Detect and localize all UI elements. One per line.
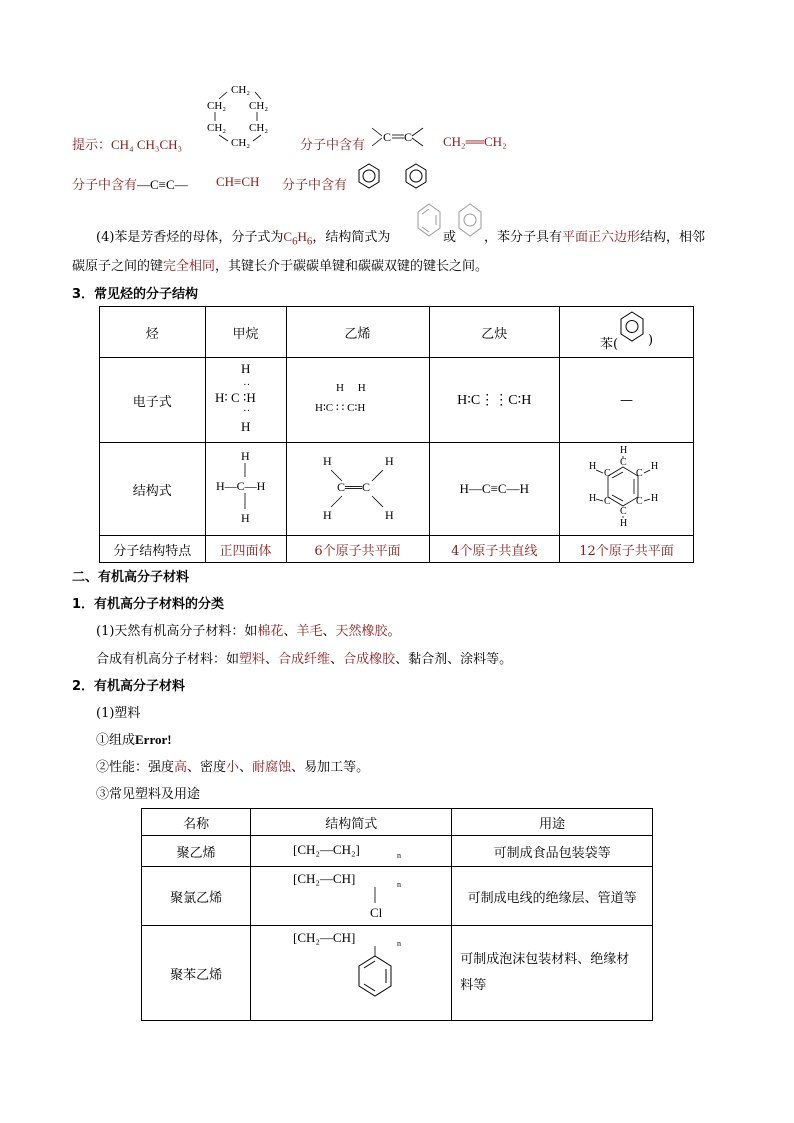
svg-text:C: C: [635, 468, 643, 479]
natural-polymers-line: (1)天然有机高分子材料：如棉花、羊毛、天然橡胶。: [96, 624, 401, 639]
hint-prefix: 提示：: [72, 138, 112, 153]
header-hydrocarbon: 烃: [100, 307, 206, 358]
svg-text:C══C: C══C: [336, 480, 370, 494]
pvc-use: 可制成电线的绝缘层、管道等: [452, 867, 653, 926]
synthetic-item-rubber: 合成橡胶: [343, 652, 396, 667]
benzene-structural-svg: [560, 443, 693, 531]
subsection-2-title: 2．有机高分子材料: [72, 679, 186, 694]
benzene-formula: $C_6H_6$: [283, 229, 313, 248]
ethylene-electron-svg: [287, 358, 429, 438]
svg-text:H∶C ∶ ∶ C∶H: H∶C ∶ ∶ C∶H: [314, 402, 365, 414]
acetylene-formula: CH≡CH: [216, 174, 260, 189]
acetylene-feature: 4个原子共直线: [429, 536, 559, 563]
polystyrene-use: 可制成泡沫包装材料、绝缘材 料等: [452, 926, 653, 1021]
svg-text:n: n: [397, 880, 402, 889]
svg-text:Cl: Cl: [370, 905, 383, 920]
composition-line: ①组成Error!: [96, 732, 172, 748]
svg-text:[CH₂—CH₂]: [CH₂—CH₂]: [293, 842, 361, 857]
benzene-ring-icon: [357, 163, 381, 189]
header-ethylene: 乙烯: [286, 307, 429, 358]
natural-item-cotton: 棉花: [257, 624, 284, 639]
properties-line: ②性能：强度高、密度小、耐腐蚀、易加工等。: [96, 760, 370, 775]
svg-text:H: H: [322, 508, 332, 522]
section-3-title: 3．常见烃的分子结构: [72, 287, 199, 302]
pvc-name: 聚氯乙烯: [142, 867, 251, 926]
benzene-circle-icon: [456, 201, 484, 241]
polyethylene-formula: [251, 836, 452, 867]
hydrocarbon-table: [99, 306, 694, 563]
methane-electron-formula: [205, 358, 286, 443]
ethylene-electron-formula: [286, 358, 429, 443]
benzene-electron-formula: —: [559, 358, 693, 443]
plastics-header-formula: 结构简式: [251, 809, 452, 836]
polystyrene-name: 聚苯乙烯: [142, 926, 251, 1021]
section-2-title: 二、有机高分子材料: [72, 570, 190, 585]
ring-atom-left-lower: CH₂: [207, 122, 227, 134]
svg-text:n: n: [397, 939, 402, 948]
plastics-table: [141, 808, 653, 1021]
row-label-structural: 结构式: [100, 443, 206, 536]
ethylene-structural-formula: [286, 443, 429, 536]
methane-structural-formula: [205, 443, 286, 536]
svg-text:C: C: [619, 506, 627, 517]
benzene-text-1: (4)苯是芳香烃的母体，分子式为: [96, 230, 284, 245]
ring-atom-right-lower: CH₂: [249, 122, 269, 134]
svg-text:C: C: [619, 457, 627, 468]
svg-text:n: n: [397, 851, 402, 860]
svg-text:[CH₂—CH]: [CH₂—CH]: [293, 930, 356, 945]
plastics-header-use: 用途: [452, 809, 653, 836]
subsection-1-title: 1．有机高分子材料的分类: [72, 597, 225, 612]
svg-text:H: H: [384, 454, 394, 468]
benzene-text-2: ，结构简式为: [312, 230, 391, 245]
svg-text:H: H: [650, 493, 659, 504]
svg-text:H—C—H: H—C—H: [215, 479, 265, 493]
identical-bonds: 完全相同: [163, 259, 216, 274]
svg-text:H: H: [240, 511, 250, 525]
benzene-structural-formula: [559, 443, 693, 536]
natural-item-wool: 羊毛: [296, 624, 323, 639]
svg-text:H: H: [240, 361, 250, 376]
ring-atom-right-upper: CH₂: [249, 100, 269, 112]
line2-contains: 分子中含有: [72, 178, 138, 193]
double-bond-symbol: [370, 126, 426, 148]
row-label-features: 分子结构特点: [100, 536, 206, 563]
line2-contains-2: 分子中含有: [282, 178, 348, 193]
hint-line-2: [72, 174, 188, 193]
cyclohexane-structure: [195, 80, 285, 150]
acetylene-electron-formula: H∶C⋮⋮C∶H: [429, 358, 559, 443]
polystyrene-formula: [251, 926, 452, 1021]
or-text: 或: [443, 230, 457, 245]
double-bond-c-right: C: [404, 130, 413, 144]
planar-hexagon: 平面正六边形: [562, 230, 641, 245]
benzene-kekule-icon: [415, 201, 443, 241]
svg-text:H: H: [240, 449, 250, 463]
header-benzene: 苯( ): [559, 307, 693, 358]
methane-feature: 正四面体: [205, 536, 286, 563]
svg-text:C: C: [635, 496, 643, 507]
ethylene-structural-svg: [287, 443, 429, 531]
plastic-title: (1)塑料: [96, 706, 141, 721]
methane-structural-svg: [206, 443, 286, 531]
acetylene-structural-formula: H—C≡C—H: [429, 443, 559, 536]
benzene-paragraph-line1-end: ，苯分子具有平面正六边形结构，相邻: [484, 230, 706, 245]
benzene-ring-icon: [404, 163, 428, 189]
benzene-feature: 12个原子共平面: [559, 536, 693, 563]
plastics-header-name: 名称: [142, 809, 251, 836]
ring-atom-left-upper: CH₂: [207, 100, 227, 112]
error-text: Error!: [135, 732, 172, 747]
svg-text:C: C: [603, 468, 611, 479]
benzene-header-icon: [618, 310, 646, 346]
benzene-paragraph-line2: 碳原子之间的键完全相同，其键长介于碳碳单键和碳碳双键的键长之间。: [72, 259, 489, 274]
pvc-formula: [251, 867, 452, 926]
svg-text:··: ··: [242, 405, 250, 417]
hint-contains-label: 分子中含有: [300, 138, 366, 153]
svg-text:H: H: [619, 518, 628, 529]
header-acetylene: 乙炔: [429, 307, 559, 358]
header-methane: 甲烷: [205, 307, 286, 358]
triple-bond-symbol: —C≡C—: [137, 177, 188, 192]
benzene-paragraph-line1: [96, 226, 390, 248]
svg-text:H: H: [650, 461, 659, 472]
row-label-electron: 电子式: [100, 358, 206, 443]
svg-text:··: ··: [242, 379, 250, 391]
svg-text:H: H: [619, 445, 628, 456]
svg-text:H: H: [384, 508, 394, 522]
svg-text:H∶ C ∶H: H∶ C ∶H: [214, 390, 256, 405]
synthetic-item-fiber: 合成纤维: [278, 652, 331, 667]
common-plastics-title: ③常见塑料及用途: [96, 787, 201, 802]
svg-text:H: H: [588, 461, 597, 472]
svg-text:C: C: [603, 496, 611, 507]
methane-ethane: CH₄ CH₃CH₃: [111, 137, 183, 152]
methane-electron-svg: [206, 358, 286, 438]
svg-text:H: H: [322, 454, 332, 468]
svg-text:H: H: [588, 493, 597, 504]
polyethylene-use: 可制成食品包装袋等: [452, 836, 653, 867]
synthetic-polymers-line: 合成有机高分子材料：如塑料、合成纤维、合成橡胶、黏合剂、涂料等。: [96, 652, 513, 667]
svg-text:H: H: [240, 419, 250, 434]
ethylene-formula: CH₂══CH₂: [443, 134, 507, 149]
ring-atom-bottom: CH₂: [231, 137, 251, 149]
hint-line-1: [72, 134, 182, 153]
double-bond-c-left: C: [383, 130, 392, 144]
svg-text:[CH₂—CH]: [CH₂—CH]: [293, 871, 356, 886]
polyethylene-name: 聚乙烯: [142, 836, 251, 867]
synthetic-item-plastic: 塑料: [239, 652, 266, 667]
ethylene-feature: 6个原子共平面: [286, 536, 429, 563]
ring-atom-top: CH₂: [231, 84, 251, 96]
svg-text:H H: H H: [335, 382, 366, 394]
natural-item-rubber: 天然橡胶: [335, 624, 388, 639]
